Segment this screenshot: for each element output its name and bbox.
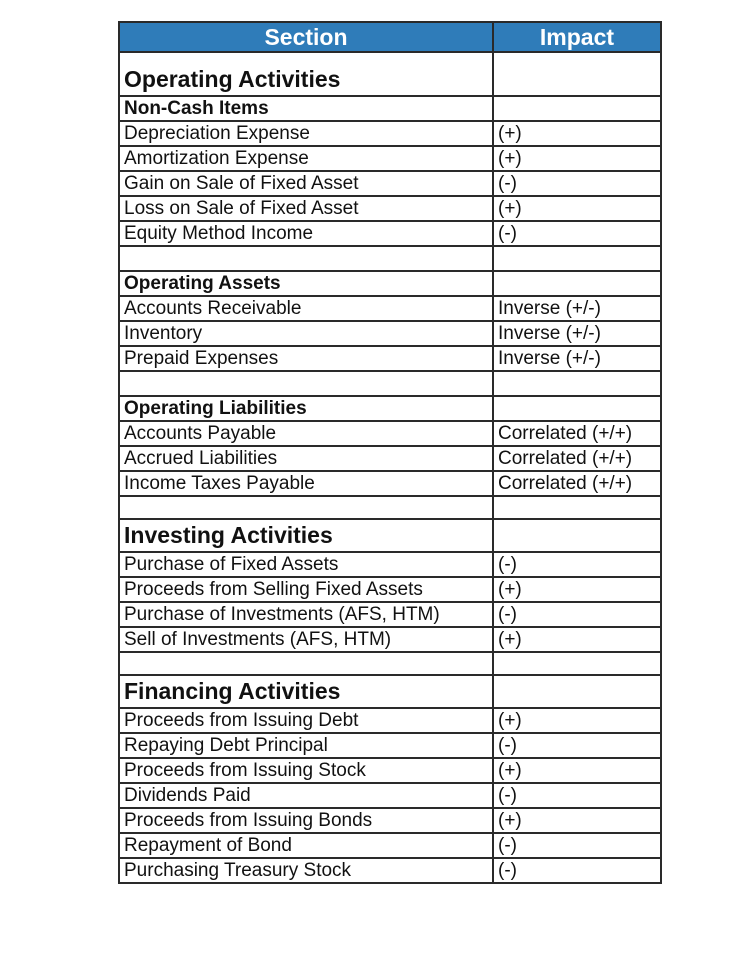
impact-cell: (+) bbox=[493, 577, 661, 602]
section-cell: Purchase of Fixed Assets bbox=[119, 552, 493, 577]
section-cell bbox=[119, 496, 493, 519]
section-cell: Purchasing Treasury Stock bbox=[119, 858, 493, 883]
table-row bbox=[119, 196, 661, 221]
impact-cell: (-) bbox=[493, 552, 661, 577]
impact-cell: (+) bbox=[493, 708, 661, 733]
impact-cell: (-) bbox=[493, 602, 661, 627]
table-row bbox=[119, 858, 661, 883]
section-cell bbox=[119, 652, 493, 675]
impact-cell bbox=[493, 246, 661, 271]
table-row bbox=[119, 627, 661, 652]
section-cell: Accounts Receivable bbox=[119, 296, 493, 321]
table-row bbox=[119, 171, 661, 196]
section-cell: Purchase of Investments (AFS, HTM) bbox=[119, 602, 493, 627]
section-cell bbox=[119, 246, 493, 271]
section-cell: Depreciation Expense bbox=[119, 121, 493, 146]
impact-cell: Inverse (+/-) bbox=[493, 296, 661, 321]
sub-heading-row bbox=[119, 396, 661, 421]
section-cell: Financing Activities bbox=[119, 675, 493, 708]
impact-cell bbox=[493, 96, 661, 121]
impact-cell bbox=[493, 271, 661, 296]
section-cell: Prepaid Expenses bbox=[119, 346, 493, 371]
section-heading-row bbox=[119, 52, 661, 96]
section-heading-row bbox=[119, 675, 661, 708]
table-row bbox=[119, 296, 661, 321]
section-cell: Operating Activities bbox=[119, 52, 493, 96]
table-row bbox=[119, 833, 661, 858]
table-row bbox=[119, 221, 661, 246]
header-impact: Impact bbox=[493, 22, 661, 52]
section-cell: Proceeds from Issuing Debt bbox=[119, 708, 493, 733]
table-row bbox=[119, 321, 661, 346]
table-row bbox=[119, 346, 661, 371]
section-heading-row bbox=[119, 519, 661, 552]
impact-cell: (+) bbox=[493, 196, 661, 221]
blank-row bbox=[119, 496, 661, 519]
impact-cell bbox=[493, 371, 661, 396]
section-cell: Accrued Liabilities bbox=[119, 446, 493, 471]
impact-cell: (+) bbox=[493, 627, 661, 652]
impact-cell: (-) bbox=[493, 833, 661, 858]
impact-cell: (+) bbox=[493, 808, 661, 833]
table-row bbox=[119, 446, 661, 471]
section-cell: Inventory bbox=[119, 321, 493, 346]
impact-cell bbox=[493, 496, 661, 519]
table-row bbox=[119, 733, 661, 758]
impact-cell: Inverse (+/-) bbox=[493, 346, 661, 371]
section-cell: Sell of Investments (AFS, HTM) bbox=[119, 627, 493, 652]
impact-cell: (-) bbox=[493, 858, 661, 883]
impact-cell: Inverse (+/-) bbox=[493, 321, 661, 346]
section-cell: Equity Method Income bbox=[119, 221, 493, 246]
impact-cell bbox=[493, 675, 661, 708]
section-cell: Proceeds from Issuing Stock bbox=[119, 758, 493, 783]
impact-cell: (-) bbox=[493, 171, 661, 196]
section-cell bbox=[119, 371, 493, 396]
section-cell: Accounts Payable bbox=[119, 421, 493, 446]
section-cell: Operating Liabilities bbox=[119, 396, 493, 421]
impact-cell bbox=[493, 52, 661, 96]
table-row bbox=[119, 758, 661, 783]
impact-cell: (-) bbox=[493, 733, 661, 758]
section-cell: Proceeds from Issuing Bonds bbox=[119, 808, 493, 833]
table-row bbox=[119, 708, 661, 733]
section-cell: Repaying Debt Principal bbox=[119, 733, 493, 758]
section-cell: Gain on Sale of Fixed Asset bbox=[119, 171, 493, 196]
impact-cell: (+) bbox=[493, 121, 661, 146]
cash-flow-impact-table bbox=[118, 21, 662, 884]
blank-row bbox=[119, 371, 661, 396]
header-section: Section bbox=[119, 22, 493, 52]
table-row bbox=[119, 602, 661, 627]
section-cell: Income Taxes Payable bbox=[119, 471, 493, 496]
table-row bbox=[119, 577, 661, 602]
impact-cell: (-) bbox=[493, 221, 661, 246]
table-row bbox=[119, 421, 661, 446]
impact-cell bbox=[493, 396, 661, 421]
sub-heading-row bbox=[119, 96, 661, 121]
section-cell: Proceeds from Selling Fixed Assets bbox=[119, 577, 493, 602]
table-row bbox=[119, 471, 661, 496]
header-row bbox=[119, 22, 661, 52]
impact-cell: Correlated (+/+) bbox=[493, 421, 661, 446]
section-cell: Dividends Paid bbox=[119, 783, 493, 808]
table-row bbox=[119, 808, 661, 833]
impact-cell: Correlated (+/+) bbox=[493, 471, 661, 496]
section-cell: Non-Cash Items bbox=[119, 96, 493, 121]
table-row bbox=[119, 121, 661, 146]
impact-cell: (+) bbox=[493, 146, 661, 171]
blank-row bbox=[119, 246, 661, 271]
table-row bbox=[119, 552, 661, 577]
table-row bbox=[119, 146, 661, 171]
impact-cell bbox=[493, 652, 661, 675]
section-cell: Amortization Expense bbox=[119, 146, 493, 171]
impact-cell: (-) bbox=[493, 783, 661, 808]
impact-cell: Correlated (+/+) bbox=[493, 446, 661, 471]
section-cell: Repayment of Bond bbox=[119, 833, 493, 858]
section-cell: Operating Assets bbox=[119, 271, 493, 296]
sub-heading-row bbox=[119, 271, 661, 296]
blank-row bbox=[119, 652, 661, 675]
section-cell: Loss on Sale of Fixed Asset bbox=[119, 196, 493, 221]
table-row bbox=[119, 783, 661, 808]
impact-cell: (+) bbox=[493, 758, 661, 783]
section-cell: Investing Activities bbox=[119, 519, 493, 552]
impact-cell bbox=[493, 519, 661, 552]
